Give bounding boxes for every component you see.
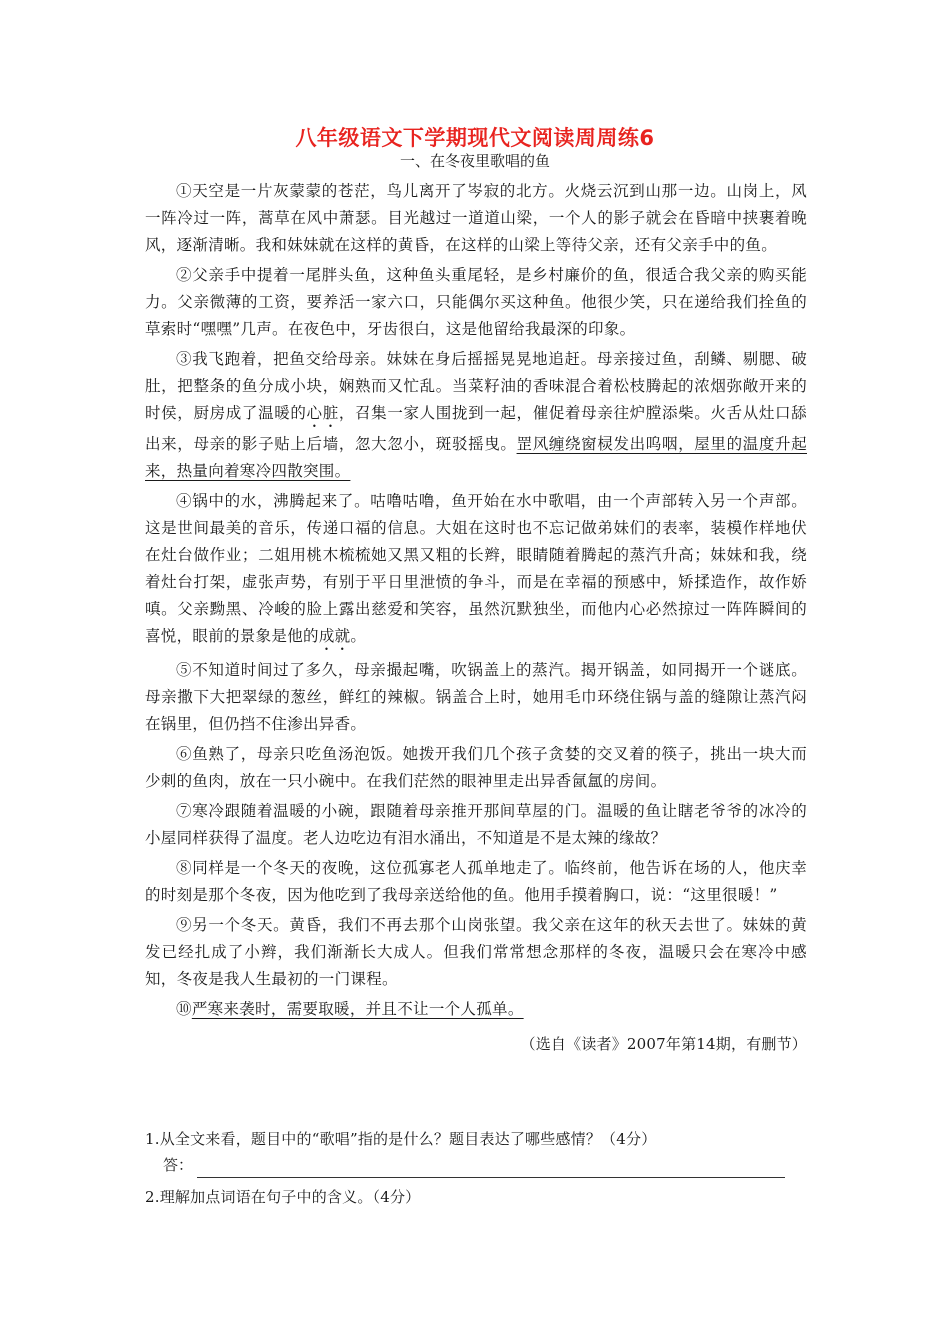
- underlined-sentence-2: 严寒来袭时，需要取暖，并且不让一个人孤单。: [191, 1000, 524, 1018]
- dotted-word-achievement: 成就: [318, 627, 351, 645]
- question-1: 1.从全文来看，题目中的“歌唱”指的是什么？题目表达了哪些感情？（4分）: [145, 1130, 657, 1148]
- paragraph-3-text-a: ③我飞跑着，把鱼交给母亲。妹妹在身后摇摇晃晃地追赶。母亲接过鱼，刮鳞、剔腮、破肚，把整条的鱼分成小块，娴熟而又忙乱。当菜籽油的香味混合着松枝腾起的浓烟弥敞开来的时侯，厨房成了温暖的: [145, 350, 807, 422]
- answer-line[interactable]: [197, 1159, 785, 1178]
- paragraph-4: [145, 488, 807, 654]
- answer-1: [145, 1152, 807, 1178]
- paragraph-9: ⑨另一个冬天。黄昏，我们不再去那个山岗张望。我父亲在这年的秋天去世了。妹妹的黄发已经扎成了小辫，我们渐渐长大成人。但我们常常想念那样的冬夜，温暖只会在寒冷中感知，冬夜是我人生最初的一门课程。: [145, 916, 807, 988]
- paragraph-10: [145, 996, 807, 1023]
- article-body: [145, 178, 807, 1057]
- paragraph-3-text-b: ，召集一家人围拢到一起，催促着母亲往炉膛添柴。火舌从灶口舔出来，母亲的影子贴上后墙，忽大忽小，斑驳摇曳。: [145, 404, 807, 453]
- paragraph-4-text-a: ④锅中的水，沸腾起来了。咕噜咕噜，鱼开始在水中歌唱，由一个声部转入另一个声部。这是世间最美的音乐，传递口福的信息。大姐在这时也不忘记做弟妹们的表率，装模作样地伏在灶台做作业；二姐用桃木梳梳她又黑又粗的长辫，眼睛随着腾起的蒸汽升高；妹妹和我，绕着灶台打架，虚张声势，有别于平日里泄愤的争斗，而是在幸福的预感中，矫揉造作，故作娇嗔。父亲黝黑、冷峻的脸上露出慈爱和笑容，虽然沉默独坐，而他内心必然掠过一阵阵瞬间的喜悦，眼前的景象是他的: [145, 492, 807, 645]
- paragraph-1: ①天空是一片灰蒙蒙的苍茫，鸟儿离开了岑寂的北方。火烧云沉到山那一边。山岗上，风一阵冷过一阵，蒿草在风中萧瑟。目光越过一道道山梁，一个人的影子就会在昏暗中挟裹着晚风，逐渐清晰。我和妹妹就在这样的黄昏，在这样的山梁上等待父亲，还有父亲手中的鱼。: [145, 182, 807, 254]
- dotted-word-heart: 心脏: [306, 404, 339, 422]
- underlined-sentence-1: 罡风缠绕窗棂发出呜咽，屋里的温度升起来，热量向着寒冷四散突围。: [145, 435, 807, 480]
- paragraph-6: ⑥鱼熟了，母亲只吃鱼汤泡饭。她拨开我们几个孩子贪婪的交叉着的筷子，挑出一块大而少刺的鱼肉，放在一只小碗中。在我们茫然的眼神里走出异香氤氲的房间。: [145, 745, 807, 790]
- question-2: 2.理解加点词语在句子中的含义。（4分）: [145, 1188, 421, 1206]
- paragraph-7: ⑦寒冷跟随着温暖的小碗，跟随着母亲推开那间草屋的门。温暖的鱼让瞎老爷爷的冰冷的小屋同样获得了温度。老人边吃边有泪水涌出，不知道是不是太辣的缘故？: [145, 802, 807, 847]
- section-title: 一、在冬夜里歌唱的鱼: [399, 152, 550, 170]
- paragraph-5: ⑤不知道时间过了多久，母亲撮起嘴，吹锅盖上的蒸汽。揭开锅盖，如同揭开一个谜底。母亲撒下大把翠绿的葱丝，鲜红的辣椒。锅盖合上时，她用毛巾环绕住锅与盖的缝隙让蒸汽闷在锅里，但仍挡不住渗出异香。: [145, 661, 807, 733]
- paragraph-10-number: ⑩: [176, 1000, 192, 1018]
- answer-label: 答：: [163, 1156, 194, 1174]
- paragraph-8: ⑧同样是一个冬天的夜晚，这位孤寡老人孤单地走了。临终前，他告诉在场的人，他庆幸的时刻是那个冬夜，因为他吃到了我母亲送给他的鱼。他用手摸着胸口，说：“这里很暖！”: [145, 859, 807, 904]
- paragraph-3: [145, 346, 807, 485]
- page-title: 八年级语文下学期现代文阅读周周练6: [295, 126, 655, 150]
- paragraph-2: ②父亲手中提着一尾胖头鱼，这种鱼头重尾轻，是乡村廉价的鱼，很适合我父亲的购买能力。父亲微薄的工资，要养活一家六口，只能偶尔买这种鱼。他很少笑，只在递给我们拴鱼的草索时“嘿嘿”几声。在夜色中，牙齿很白，这是他留给我最深的印象。: [145, 266, 807, 338]
- source-citation: （选自《读者》2007年第14期，有删节）: [520, 1035, 807, 1053]
- questions-section: [145, 1120, 807, 1210]
- paragraph-4-text-b: 。: [350, 627, 367, 645]
